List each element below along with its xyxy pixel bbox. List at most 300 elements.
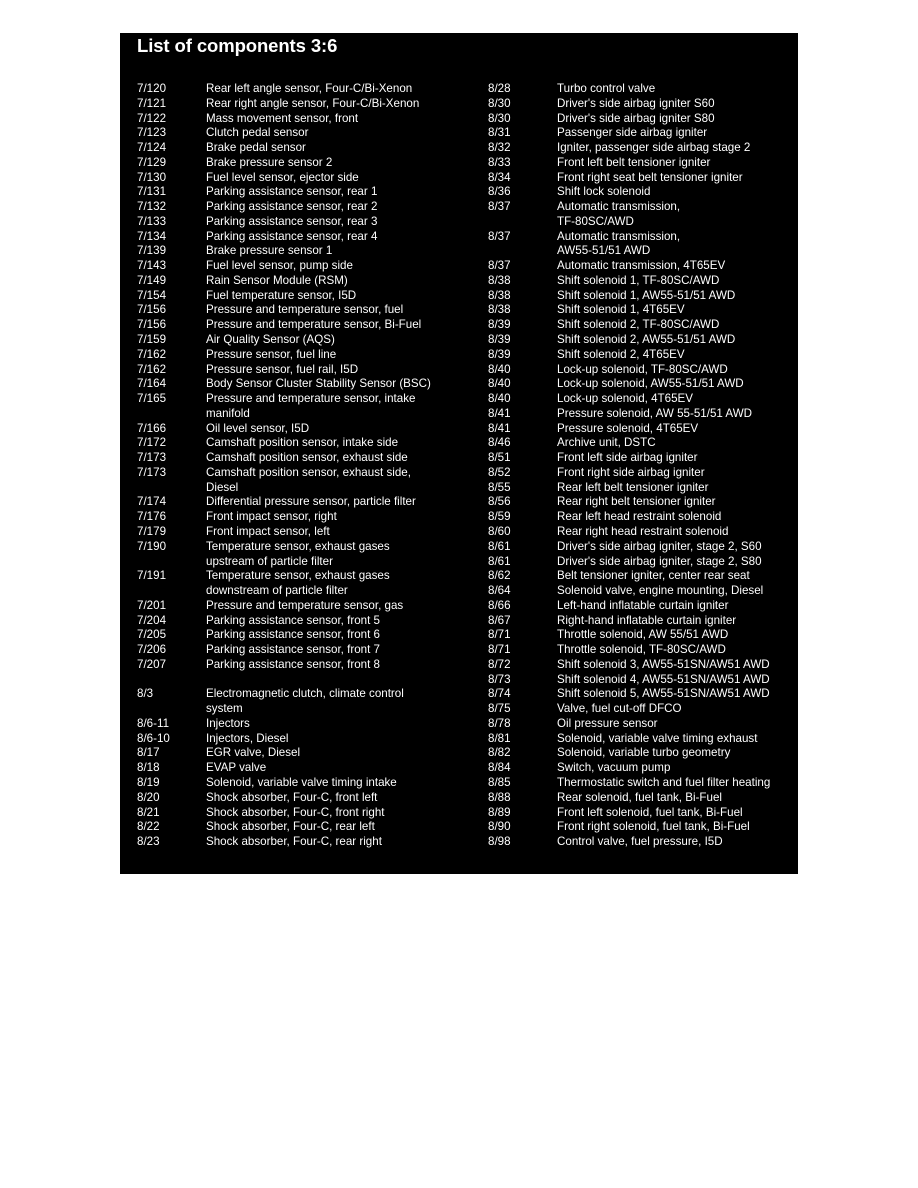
component-row	[137, 230, 477, 245]
component-description: Solenoid, variable turbo geometry	[557, 746, 731, 760]
component-code: 8/62	[488, 569, 511, 583]
component-description: Parking assistance sensor, rear 2	[206, 200, 378, 214]
component-description: Parking assistance sensor, rear 4	[206, 229, 378, 243]
component-description: Temperature sensor, exhaust gases	[206, 539, 390, 553]
component-code: 8/34	[488, 170, 511, 184]
component-description: Automatic transmission,	[557, 200, 681, 214]
component-row	[137, 171, 477, 186]
component-code: 8/66	[488, 598, 511, 612]
component-code: 7/162	[137, 362, 167, 376]
component-description: Shock absorber, Four-C, front right	[206, 805, 385, 819]
component-row	[137, 303, 477, 318]
component-description: Differential pressure sensor, particle filter	[206, 495, 416, 509]
component-description: Control valve, fuel pressure, I5D	[557, 835, 723, 849]
component-row	[137, 141, 477, 156]
component-row	[488, 200, 796, 215]
component-code: 8/72	[488, 657, 511, 671]
component-description: Rear left angle sensor, Four-C/Bi-Xenon	[206, 82, 413, 95]
component-code: 7/164	[137, 377, 167, 391]
component-row	[137, 407, 477, 422]
component-row	[137, 451, 477, 466]
left-component-column	[137, 82, 477, 850]
component-row	[488, 303, 796, 318]
component-description: Front right seat belt tensioner igniter	[557, 170, 743, 184]
component-description: Parking assistance sensor, front 6	[206, 628, 380, 642]
component-code: 8/37	[488, 200, 511, 214]
component-description: Shift solenoid 1, TF-80SC/AWD	[557, 273, 720, 287]
component-code: 8/41	[488, 421, 511, 435]
component-code: 8/59	[488, 510, 511, 524]
component-description: Brake pressure sensor 2	[206, 155, 333, 169]
component-code: 8/88	[488, 790, 511, 804]
component-row	[137, 333, 477, 348]
component-row	[488, 732, 796, 747]
component-code: 8/73	[488, 672, 511, 686]
component-description: Driver's side airbag igniter S80	[557, 111, 715, 125]
component-row	[488, 717, 796, 732]
component-row	[137, 289, 477, 304]
component-row	[137, 392, 477, 407]
component-description: Front left solenoid, fuel tank, Bi-Fuel	[557, 805, 743, 819]
component-code: 7/131	[137, 185, 167, 199]
component-row	[488, 466, 796, 481]
component-description: Shift solenoid 2, TF-80SC/AWD	[557, 318, 720, 332]
component-description: Brake pedal sensor	[206, 141, 306, 155]
component-description: Body Sensor Cluster Stability Sensor (BSC)	[206, 377, 431, 391]
component-row	[137, 363, 477, 378]
component-row	[137, 628, 477, 643]
component-description: Brake pressure sensor 1	[206, 244, 333, 258]
component-row	[137, 673, 477, 688]
component-row	[137, 584, 477, 599]
component-code: 8/36	[488, 185, 511, 199]
component-description: Fuel temperature sensor, I5D	[206, 288, 357, 302]
component-code: 7/201	[137, 598, 167, 612]
component-row	[488, 82, 796, 97]
component-description: Switch, vacuum pump	[557, 761, 671, 775]
component-code: 8/38	[488, 303, 511, 317]
component-description: Throttle solenoid, AW 55/51 AWD	[557, 628, 729, 642]
component-row	[137, 776, 477, 791]
component-description: AW55-51/51 AWD	[557, 244, 651, 258]
component-row	[488, 244, 796, 259]
component-code: 7/143	[137, 259, 167, 273]
component-row	[137, 436, 477, 451]
component-code: 8/19	[137, 775, 160, 789]
component-code: 8/33	[488, 155, 511, 169]
component-code: 8/30	[488, 96, 511, 110]
component-code: 7/156	[137, 303, 167, 317]
component-code: 8/71	[488, 628, 511, 642]
component-description: Pressure solenoid, 4T65EV	[557, 421, 699, 435]
component-description: Passenger side airbag igniter	[557, 126, 708, 140]
component-code: 7/207	[137, 657, 167, 671]
component-row	[137, 126, 477, 141]
component-row	[137, 791, 477, 806]
component-row	[488, 185, 796, 200]
component-row	[488, 97, 796, 112]
component-description: Rear right belt tensioner igniter	[557, 495, 716, 509]
component-description: Camshaft position sensor, intake side	[206, 436, 399, 450]
component-code: 7/154	[137, 288, 167, 302]
component-row	[488, 451, 796, 466]
component-code: 8/6-11	[137, 716, 170, 730]
component-row	[488, 363, 796, 378]
component-row	[137, 495, 477, 510]
component-row	[488, 259, 796, 274]
component-row	[137, 835, 477, 850]
component-description: Shift solenoid 3, AW55-51SN/AW51 AWD	[557, 657, 770, 671]
component-code: 8/78	[488, 716, 511, 730]
component-description: Oil pressure sensor	[557, 716, 658, 730]
component-code: 7/132	[137, 200, 167, 214]
component-code: 8/89	[488, 805, 511, 819]
component-description: Driver's side airbag igniter S60	[557, 96, 715, 110]
component-row	[488, 230, 796, 245]
component-row	[488, 495, 796, 510]
component-row	[488, 392, 796, 407]
component-row	[488, 156, 796, 171]
component-code: 7/149	[137, 273, 167, 287]
component-description: Shift solenoid 1, AW55-51/51 AWD	[557, 288, 736, 302]
component-row	[488, 540, 796, 555]
component-description: Pressure and temperature sensor, fuel	[206, 303, 404, 317]
component-description: Pressure solenoid, AW 55-51/51 AWD	[557, 406, 753, 420]
component-row	[137, 200, 477, 215]
component-description: Fuel level sensor, ejector side	[206, 170, 359, 184]
component-row	[137, 525, 477, 540]
component-code: 8/38	[488, 288, 511, 302]
component-description: Turbo control valve	[557, 82, 656, 95]
component-code: 8/18	[137, 761, 160, 775]
component-code: 7/133	[137, 214, 167, 228]
component-code: 7/139	[137, 244, 167, 258]
component-row	[137, 569, 477, 584]
component-description: Belt tensioner igniter, center rear seat	[557, 569, 750, 583]
component-code: 8/90	[488, 820, 511, 834]
component-row	[488, 599, 796, 614]
component-code: 8/84	[488, 761, 511, 775]
component-row	[488, 377, 796, 392]
component-row	[137, 702, 477, 717]
component-description: Left-hand inflatable curtain igniter	[557, 598, 729, 612]
component-row	[137, 259, 477, 274]
component-description: Shift solenoid 2, 4T65EV	[557, 347, 685, 361]
component-code: 8/75	[488, 702, 511, 716]
component-code: 8/51	[488, 451, 511, 465]
component-description: Diesel	[206, 480, 239, 494]
component-row	[488, 126, 796, 141]
component-row	[488, 702, 796, 717]
component-description: Rear right angle sensor, Four-C/Bi-Xenon	[206, 96, 420, 110]
component-row	[488, 835, 796, 850]
component-code: 8/30	[488, 111, 511, 125]
component-description: Lock-up solenoid, TF-80SC/AWD	[557, 362, 728, 376]
component-row	[488, 658, 796, 673]
component-code: 7/174	[137, 495, 167, 509]
component-row	[488, 141, 796, 156]
component-description: Parking assistance sensor, rear 1	[206, 185, 378, 199]
component-row	[488, 510, 796, 525]
component-description: Camshaft position sensor, exhaust side,	[206, 465, 411, 479]
component-code: 8/85	[488, 775, 511, 789]
component-description: Archive unit, DSTC	[557, 436, 656, 450]
component-row	[137, 540, 477, 555]
component-description: Driver's side airbag igniter, stage 2, S80	[557, 554, 762, 568]
component-row	[137, 82, 477, 97]
component-row	[488, 318, 796, 333]
component-row	[488, 481, 796, 496]
component-code: 8/81	[488, 731, 511, 745]
component-row	[488, 761, 796, 776]
component-code: 7/124	[137, 141, 167, 155]
component-description: Front impact sensor, right	[206, 510, 337, 524]
component-row	[137, 156, 477, 171]
component-row	[488, 628, 796, 643]
component-code: 8/82	[488, 746, 511, 760]
components-panel	[120, 33, 798, 874]
component-row	[488, 525, 796, 540]
component-row	[137, 481, 477, 496]
component-code: 7/129	[137, 155, 167, 169]
component-row	[137, 244, 477, 259]
component-code: 7/159	[137, 333, 167, 347]
component-description: Fuel level sensor, pump side	[206, 259, 353, 273]
component-row	[488, 555, 796, 570]
component-code: 7/204	[137, 613, 167, 627]
component-row	[137, 510, 477, 525]
component-code: 8/40	[488, 377, 511, 391]
component-description: Front right side airbag igniter	[557, 465, 705, 479]
component-description: Camshaft position sensor, exhaust side	[206, 451, 408, 465]
component-description: Shift solenoid 2, AW55-51/51 AWD	[557, 333, 736, 347]
component-code: 7/173	[137, 451, 167, 465]
component-description: Air Quality Sensor (AQS)	[206, 333, 335, 347]
right-component-column	[488, 82, 796, 850]
component-row	[488, 274, 796, 289]
component-row	[488, 806, 796, 821]
component-code: 8/23	[137, 835, 160, 849]
component-description: Shift lock solenoid	[557, 185, 651, 199]
component-code: 7/134	[137, 229, 167, 243]
component-code: 7/130	[137, 170, 167, 184]
component-code: 7/122	[137, 111, 167, 125]
component-row	[137, 643, 477, 658]
component-description: manifold	[206, 406, 250, 420]
component-description: Automatic transmission,	[557, 229, 681, 243]
component-row	[488, 614, 796, 629]
component-description: Solenoid, variable valve timing intake	[206, 775, 397, 789]
component-description: Rear left head restraint solenoid	[557, 510, 722, 524]
component-description: upstream of particle filter	[206, 554, 333, 568]
component-row	[137, 555, 477, 570]
component-description: Igniter, passenger side airbag stage 2	[557, 141, 751, 155]
component-description: downstream of particle filter	[206, 584, 348, 598]
component-row	[137, 466, 477, 481]
component-description: Rain Sensor Module (RSM)	[206, 273, 348, 287]
component-code: 8/17	[137, 746, 160, 760]
component-description: Shift solenoid 4, AW55-51SN/AW51 AWD	[557, 672, 770, 686]
component-code: 8/20	[137, 790, 160, 804]
component-description: Pressure and temperature sensor, Bi-Fuel	[206, 318, 422, 332]
component-description: Parking assistance sensor, front 7	[206, 643, 380, 657]
component-code: 8/67	[488, 613, 511, 627]
component-description: Solenoid, variable valve timing exhaust	[557, 731, 758, 745]
component-code: 7/166	[137, 421, 167, 435]
component-code: 7/165	[137, 392, 167, 406]
component-row	[137, 820, 477, 835]
component-description: TF-80SC/AWD	[557, 214, 634, 228]
component-row	[488, 643, 796, 658]
component-row	[488, 348, 796, 363]
component-description: Front left belt tensioner igniter	[557, 155, 711, 169]
component-row	[137, 732, 477, 747]
component-row	[137, 717, 477, 732]
component-row	[137, 687, 477, 702]
component-code: 8/39	[488, 333, 511, 347]
component-description: Shock absorber, Four-C, rear left	[206, 820, 375, 834]
component-code: 8/40	[488, 362, 511, 376]
component-code: 8/31	[488, 126, 511, 140]
component-description: Mass movement sensor, front	[206, 111, 359, 125]
component-description: Thermostatic switch and fuel filter heating	[557, 775, 771, 789]
component-code: 8/38	[488, 273, 511, 287]
component-description: Front left side airbag igniter	[557, 451, 698, 465]
component-description: Parking assistance sensor, front 5	[206, 613, 380, 627]
component-description: Front impact sensor, left	[206, 524, 330, 538]
component-code: 7/172	[137, 436, 167, 450]
component-row	[488, 569, 796, 584]
component-row	[488, 422, 796, 437]
component-description: Electromagnetic clutch, climate control	[206, 687, 404, 701]
page-title: List of components 3:6	[137, 35, 338, 56]
component-code: 7/176	[137, 510, 167, 524]
component-description: Rear solenoid, fuel tank, Bi-Fuel	[557, 790, 722, 804]
component-row	[488, 215, 796, 230]
component-code: 8/37	[488, 229, 511, 243]
component-description: Automatic transmission, 4T65EV	[557, 259, 726, 273]
component-code: 7/156	[137, 318, 167, 332]
component-description: Valve, fuel cut-off DFCO	[557, 702, 682, 716]
component-row	[137, 274, 477, 289]
component-row	[137, 746, 477, 761]
component-row	[488, 171, 796, 186]
component-description: EGR valve, Diesel	[206, 746, 301, 760]
component-description: Lock-up solenoid, 4T65EV	[557, 392, 693, 406]
component-row	[137, 318, 477, 333]
component-row	[137, 377, 477, 392]
component-description: Clutch pedal sensor	[206, 126, 309, 140]
component-code: 8/39	[488, 318, 511, 332]
component-row	[137, 658, 477, 673]
component-row	[137, 599, 477, 614]
component-code: 8/6-10	[137, 731, 170, 745]
component-code: 7/179	[137, 524, 167, 538]
component-code: 8/64	[488, 584, 511, 598]
component-code: 7/120	[137, 82, 167, 95]
component-code: 8/3	[137, 687, 154, 701]
component-code: 7/121	[137, 96, 167, 110]
component-code: 8/21	[137, 805, 160, 819]
component-code: 8/40	[488, 392, 511, 406]
component-code: 7/206	[137, 643, 167, 657]
component-description: EVAP valve	[206, 761, 267, 775]
component-row	[488, 746, 796, 761]
component-code: 8/37	[488, 259, 511, 273]
component-row	[137, 806, 477, 821]
component-description: Oil level sensor, I5D	[206, 421, 310, 435]
component-code: 7/162	[137, 347, 167, 361]
component-description: Solenoid valve, engine mounting, Diesel	[557, 584, 764, 598]
component-description: Shock absorber, Four-C, rear right	[206, 835, 382, 849]
component-description: Shift solenoid 1, 4T65EV	[557, 303, 685, 317]
component-description: Shock absorber, Four-C, front left	[206, 790, 378, 804]
component-description: Rear right head restraint solenoid	[557, 524, 729, 538]
component-description: Parking assistance sensor, rear 3	[206, 214, 378, 228]
component-code: 8/71	[488, 643, 511, 657]
component-description: Temperature sensor, exhaust gases	[206, 569, 390, 583]
component-row	[488, 820, 796, 835]
component-description: system	[206, 702, 243, 716]
component-code: 8/22	[137, 820, 160, 834]
component-description: Injectors, Diesel	[206, 731, 289, 745]
component-description: Right-hand inflatable curtain igniter	[557, 613, 737, 627]
component-row	[137, 185, 477, 200]
component-code: 8/52	[488, 465, 511, 479]
component-code: 8/61	[488, 554, 511, 568]
component-description: Lock-up solenoid, AW55-51/51 AWD	[557, 377, 744, 391]
component-code: 8/61	[488, 539, 511, 553]
component-row	[137, 97, 477, 112]
component-row	[137, 422, 477, 437]
component-row	[488, 673, 796, 688]
component-description: Throttle solenoid, TF-80SC/AWD	[557, 643, 726, 657]
component-code: 8/41	[488, 406, 511, 420]
component-row	[137, 215, 477, 230]
component-row	[137, 112, 477, 127]
component-code: 8/46	[488, 436, 511, 450]
component-row	[488, 289, 796, 304]
component-row	[488, 436, 796, 451]
component-description: Pressure sensor, fuel rail, I5D	[206, 362, 359, 376]
component-row	[488, 333, 796, 348]
component-code: 8/60	[488, 524, 511, 538]
component-row	[488, 776, 796, 791]
component-code: 8/32	[488, 141, 511, 155]
component-row	[488, 112, 796, 127]
component-description: Injectors	[206, 716, 250, 730]
component-description: Pressure sensor, fuel line	[206, 347, 337, 361]
component-code: 8/39	[488, 347, 511, 361]
component-row	[488, 584, 796, 599]
component-code: 8/55	[488, 480, 511, 494]
component-code: 8/28	[488, 82, 511, 95]
component-description: Shift solenoid 5, AW55-51SN/AW51 AWD	[557, 687, 770, 701]
component-description: Pressure and temperature sensor, gas	[206, 598, 404, 612]
component-description: Rear left belt tensioner igniter	[557, 480, 709, 494]
component-code: 8/74	[488, 687, 511, 701]
component-row	[488, 791, 796, 806]
component-code: 7/123	[137, 126, 167, 140]
component-code: 8/98	[488, 835, 511, 849]
component-code: 7/205	[137, 628, 167, 642]
component-row	[488, 687, 796, 702]
component-code: 7/190	[137, 539, 167, 553]
component-row	[137, 348, 477, 363]
component-code: 7/173	[137, 465, 167, 479]
component-description: Driver's side airbag igniter, stage 2, S60	[557, 539, 762, 553]
component-description: Pressure and temperature sensor, intake	[206, 392, 416, 406]
